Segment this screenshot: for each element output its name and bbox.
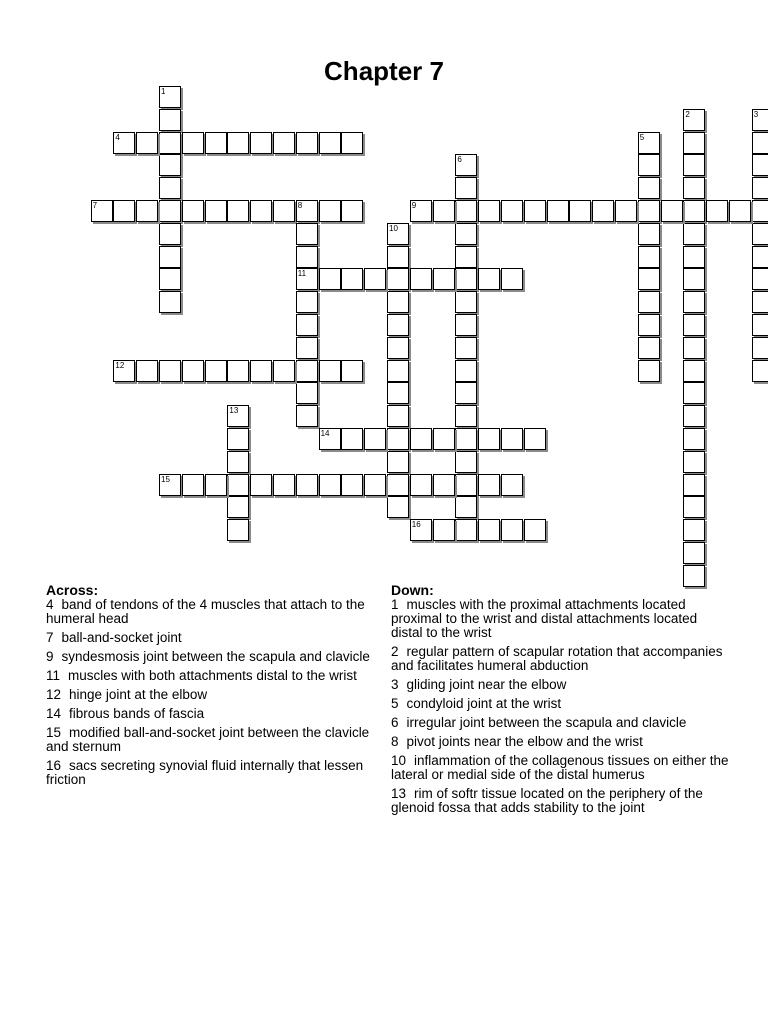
grid-cell[interactable] <box>319 428 341 450</box>
grid-cell[interactable] <box>433 268 455 290</box>
across-heading: Across: <box>46 582 99 598</box>
grid-cell[interactable] <box>501 268 523 290</box>
clue-text: band of tendons of the 4 muscles that attach to the humeral head <box>46 597 365 626</box>
grid-cell[interactable] <box>455 246 477 268</box>
grid-cell[interactable] <box>683 268 705 290</box>
grid-cell[interactable] <box>478 268 500 290</box>
cell-number: 16 <box>411 520 421 530</box>
grid-cell[interactable] <box>478 428 500 450</box>
grid-cell[interactable] <box>341 132 363 154</box>
grid-cell[interactable] <box>387 451 409 473</box>
grid-cell[interactable] <box>387 314 409 336</box>
grid-cell[interactable] <box>455 291 477 313</box>
grid-cell[interactable] <box>341 200 363 222</box>
down-clue-list <box>391 598 731 815</box>
grid-cell[interactable] <box>410 268 432 290</box>
grid-cell[interactable] <box>182 132 204 154</box>
grid-cell[interactable] <box>410 200 432 222</box>
clue-number: 6 <box>391 715 399 730</box>
grid-cell[interactable] <box>159 474 181 496</box>
grid-cell[interactable] <box>683 337 705 359</box>
grid-cell[interactable] <box>273 200 295 222</box>
grid-cell[interactable] <box>227 474 249 496</box>
grid-cell[interactable] <box>683 246 705 268</box>
cell-number: 5 <box>639 132 645 142</box>
grid-cell[interactable] <box>638 337 660 359</box>
grid-cell[interactable] <box>250 200 272 222</box>
clue-number: 3 <box>391 677 399 692</box>
grid-cell[interactable] <box>752 132 768 154</box>
clue-number: 4 <box>46 597 54 612</box>
grid-cell[interactable] <box>227 132 249 154</box>
grid-cell[interactable] <box>159 246 181 268</box>
grid-cell[interactable] <box>455 496 477 518</box>
grid-cell[interactable] <box>478 519 500 541</box>
across-clue-14 <box>46 707 381 721</box>
grid-cell[interactable] <box>752 109 768 131</box>
grid-cell[interactable] <box>683 314 705 336</box>
grid-cell[interactable] <box>296 314 318 336</box>
grid-cell[interactable] <box>387 428 409 450</box>
grid-cell[interactable] <box>227 519 249 541</box>
across-clue-11 <box>46 669 381 683</box>
grid-cell[interactable] <box>250 132 272 154</box>
cell-number: 8 <box>297 201 303 210</box>
grid-cell[interactable] <box>205 360 227 382</box>
across-clue-4 <box>46 598 381 626</box>
clue-number: 1 <box>391 597 399 612</box>
grid-cell[interactable] <box>752 246 768 268</box>
across-clue-9 <box>46 650 381 664</box>
grid-cell[interactable] <box>341 428 363 450</box>
grid-cell[interactable] <box>752 314 768 336</box>
grid-cell[interactable] <box>524 519 546 541</box>
grid-cell[interactable] <box>455 451 477 473</box>
grid-cell[interactable] <box>569 200 591 222</box>
grid-cell[interactable] <box>387 382 409 404</box>
grid-cell[interactable] <box>296 200 318 222</box>
grid-cell[interactable] <box>455 268 477 290</box>
grid-cell[interactable] <box>524 428 546 450</box>
grid-cell[interactable] <box>296 405 318 427</box>
across-clues <box>46 583 381 792</box>
grid-cell[interactable] <box>319 474 341 496</box>
grid-cell[interactable] <box>205 132 227 154</box>
clue-number: 10 <box>391 753 407 768</box>
grid-cell[interactable] <box>752 223 768 245</box>
grid-cell[interactable] <box>683 496 705 518</box>
grid-cell[interactable] <box>455 405 477 427</box>
grid-cell[interactable] <box>752 268 768 290</box>
clue-text: rim of softr tissue located on the periphery of the glenoid fossa that adds stability to the joint <box>391 786 703 815</box>
grid-cell[interactable] <box>638 154 660 176</box>
grid-cell[interactable] <box>296 360 318 382</box>
grid-cell[interactable] <box>501 474 523 496</box>
grid-cell[interactable] <box>159 268 181 290</box>
across-clue-12 <box>46 688 381 702</box>
grid-cell[interactable] <box>227 496 249 518</box>
grid-cell[interactable] <box>250 360 272 382</box>
cell-number: 1 <box>161 87 166 96</box>
grid-cell[interactable] <box>227 360 249 382</box>
clue-text: condyloid joint at the wrist <box>406 696 562 711</box>
clue-text: gliding joint near the elbow <box>406 677 567 692</box>
grid-cell[interactable] <box>683 132 705 154</box>
grid-cell[interactable] <box>683 360 705 382</box>
cell-number: 12 <box>115 360 125 370</box>
grid-cell[interactable] <box>410 474 432 496</box>
grid-cell[interactable] <box>683 451 705 473</box>
down-clue-6 <box>391 716 731 730</box>
grid-cell[interactable] <box>455 382 477 404</box>
grid-cell[interactable] <box>455 474 477 496</box>
grid-cell[interactable] <box>638 268 660 290</box>
down-clues <box>391 583 731 820</box>
down-clue-5 <box>391 697 731 711</box>
grid-cell[interactable] <box>250 474 272 496</box>
across-clue-7 <box>46 631 381 645</box>
cell-number: 9 <box>411 201 417 210</box>
cell-number: 10 <box>389 223 398 233</box>
across-clue-list <box>46 598 381 787</box>
grid-cell[interactable] <box>638 360 660 382</box>
clue-text: regular pattern of scapular rotation that accompanies and facilitates humeral abduction <box>391 644 723 673</box>
grid-cell[interactable] <box>638 246 660 268</box>
grid-cell[interactable] <box>638 177 660 199</box>
grid-cell[interactable] <box>455 223 477 245</box>
grid-cell[interactable] <box>387 223 409 245</box>
grid-cell[interactable] <box>410 428 432 450</box>
grid-cell[interactable] <box>273 360 295 382</box>
cell-number: 11 <box>297 269 307 279</box>
grid-cell[interactable] <box>364 268 386 290</box>
clue-number: 8 <box>391 734 399 749</box>
grid-cell[interactable] <box>159 109 181 131</box>
grid-cell[interactable] <box>159 291 181 313</box>
grid-cell[interactable] <box>706 200 728 222</box>
grid-cell[interactable] <box>524 200 546 222</box>
grid-cell[interactable] <box>638 291 660 313</box>
down-clue-10 <box>391 754 731 782</box>
grid-cell[interactable] <box>136 132 158 154</box>
grid-cell[interactable] <box>387 405 409 427</box>
grid-cell[interactable] <box>387 337 409 359</box>
grid-cell[interactable] <box>364 428 386 450</box>
grid-cell[interactable] <box>273 474 295 496</box>
grid-cell[interactable] <box>501 519 523 541</box>
grid-cell[interactable] <box>683 154 705 176</box>
grid-cell[interactable] <box>683 223 705 245</box>
cell-number: 3 <box>753 109 759 119</box>
grid-cell[interactable] <box>752 337 768 359</box>
grid-cell[interactable] <box>433 474 455 496</box>
grid-cell[interactable] <box>501 200 523 222</box>
grid-cell[interactable] <box>319 200 341 222</box>
clue-text: hinge joint at the elbow <box>69 687 208 702</box>
clue-text: irregular joint between the scapula and clavicle <box>406 715 687 730</box>
grid-cell[interactable] <box>136 200 158 222</box>
grid-cell[interactable] <box>387 268 409 290</box>
cell-number: 14 <box>320 429 330 438</box>
grid-cell[interactable] <box>455 428 477 450</box>
grid-cell[interactable] <box>205 474 227 496</box>
grid-cell[interactable] <box>159 132 181 154</box>
grid-cell[interactable] <box>159 200 181 222</box>
grid-cell[interactable] <box>319 132 341 154</box>
grid-cell[interactable] <box>433 200 455 222</box>
grid-cell[interactable] <box>319 360 341 382</box>
grid-cell[interactable] <box>182 474 204 496</box>
grid-cell[interactable] <box>296 382 318 404</box>
grid-cell[interactable] <box>227 451 249 473</box>
grid-cell[interactable] <box>547 200 569 222</box>
grid-cell[interactable] <box>387 291 409 313</box>
grid-cell[interactable] <box>433 519 455 541</box>
grid-cell[interactable] <box>661 200 683 222</box>
clue-number: 9 <box>46 649 54 664</box>
grid-cell[interactable] <box>364 474 386 496</box>
grid-cell[interactable] <box>683 177 705 199</box>
cell-number: 6 <box>457 155 462 165</box>
grid-cell[interactable] <box>455 337 477 359</box>
grid-cell[interactable] <box>296 132 318 154</box>
grid-cell[interactable] <box>683 405 705 427</box>
grid-cell[interactable] <box>683 109 705 131</box>
grid-cell[interactable] <box>387 246 409 268</box>
grid-cell[interactable] <box>729 200 751 222</box>
clue-number: 14 <box>46 706 62 721</box>
grid-cell[interactable] <box>638 132 660 154</box>
grid-cell[interactable] <box>455 360 477 382</box>
grid-cell[interactable] <box>387 360 409 382</box>
grid-cell[interactable] <box>752 360 768 382</box>
grid-cell[interactable] <box>159 360 181 382</box>
grid-cell[interactable] <box>387 474 409 496</box>
grid-cell[interactable] <box>113 132 135 154</box>
grid-cell[interactable] <box>683 542 705 564</box>
grid-cell[interactable] <box>638 223 660 245</box>
grid-cell[interactable] <box>296 268 318 290</box>
down-clue-3 <box>391 678 731 692</box>
clue-text: fibrous bands of fascia <box>69 706 205 721</box>
grid-cell[interactable] <box>273 132 295 154</box>
grid-cell[interactable] <box>683 428 705 450</box>
grid-cell[interactable] <box>296 291 318 313</box>
grid-cell[interactable] <box>387 496 409 518</box>
down-clue-8 <box>391 735 731 749</box>
grid-cell[interactable] <box>91 200 113 222</box>
cell-number: 4 <box>115 132 120 142</box>
grid-cell[interactable] <box>113 360 135 382</box>
clue-number: 11 <box>46 668 61 683</box>
grid-cell[interactable] <box>227 428 249 450</box>
grid-cell[interactable] <box>296 246 318 268</box>
cell-number: 7 <box>92 201 98 210</box>
clue-number: 15 <box>46 725 62 740</box>
grid-cell[interactable] <box>478 200 500 222</box>
grid-cell[interactable] <box>136 360 158 382</box>
across-clue-16 <box>46 759 381 787</box>
cell-number: 13 <box>229 406 239 416</box>
grid-cell[interactable] <box>319 268 341 290</box>
grid-cell[interactable] <box>455 200 477 222</box>
grid-cell[interactable] <box>433 428 455 450</box>
grid-cell[interactable] <box>455 177 477 199</box>
grid-cell[interactable] <box>159 223 181 245</box>
clue-text: pivot joints near the elbow and the wrist <box>406 734 643 749</box>
grid-cell[interactable] <box>296 337 318 359</box>
down-heading: Down: <box>391 582 434 598</box>
clue-number: 2 <box>391 644 399 659</box>
grid-cell[interactable] <box>296 474 318 496</box>
grid-cell[interactable] <box>501 428 523 450</box>
grid-cell[interactable] <box>638 314 660 336</box>
down-clue-2 <box>391 645 731 673</box>
clue-number: 5 <box>391 696 399 711</box>
grid-cell[interactable] <box>683 474 705 496</box>
grid-cell[interactable] <box>410 519 432 541</box>
grid-cell[interactable] <box>159 154 181 176</box>
grid-cell[interactable] <box>296 223 318 245</box>
down-clue-13 <box>391 787 731 815</box>
grid-cell[interactable] <box>455 154 477 176</box>
cell-number: 2 <box>685 109 690 119</box>
grid-cell[interactable] <box>455 314 477 336</box>
grid-cell[interactable] <box>683 291 705 313</box>
grid-cell[interactable] <box>341 268 363 290</box>
cell-number: 15 <box>161 474 170 484</box>
grid-cell[interactable] <box>182 360 204 382</box>
grid-cell[interactable] <box>683 382 705 404</box>
clue-number: 13 <box>391 786 407 801</box>
grid-cell[interactable] <box>478 474 500 496</box>
grid-cell[interactable] <box>227 405 249 427</box>
grid-cell[interactable] <box>113 200 135 222</box>
grid-cell[interactable] <box>615 200 637 222</box>
grid-cell[interactable] <box>752 200 768 222</box>
clue-number: 7 <box>46 630 54 645</box>
grid-cell[interactable] <box>227 200 249 222</box>
clue-text: ball-and-socket joint <box>61 630 182 645</box>
across-clue-15 <box>46 726 381 754</box>
grid-cell[interactable] <box>182 200 204 222</box>
clue-number: 12 <box>46 687 62 702</box>
grid-cell[interactable] <box>205 200 227 222</box>
grid-cell[interactable] <box>683 519 705 541</box>
clue-text: muscles with both attachments distal to the wrist <box>68 668 357 683</box>
clue-text: syndesmosis joint between the scapula and clavicle <box>61 649 370 664</box>
grid-cell[interactable] <box>341 360 363 382</box>
grid-cell[interactable] <box>455 519 477 541</box>
grid-cell[interactable] <box>638 200 660 222</box>
grid-cell[interactable] <box>752 154 768 176</box>
clue-text: inflammation of the collagenous tissues on either the lateral or medial side of the distal humerus <box>391 753 729 782</box>
grid-cell[interactable] <box>159 177 181 199</box>
clue-text: modified ball-and-socket joint between the clavicle and sternum <box>46 725 370 754</box>
clue-text: muscles with the proximal attachments located proximal to the wrist and distal attachments located distal to the wrist <box>391 597 698 640</box>
grid-cell[interactable] <box>683 200 705 222</box>
grid-cell[interactable] <box>159 86 181 108</box>
clue-number: 16 <box>46 758 62 773</box>
page-title: Chapter 7 <box>324 56 444 86</box>
grid-cell[interactable] <box>341 474 363 496</box>
down-clue-1 <box>391 598 731 640</box>
grid-cell[interactable] <box>592 200 614 222</box>
grid-cell[interactable] <box>752 291 768 313</box>
clue-text: sacs secreting synovial fluid internally that lessen friction <box>46 758 364 787</box>
grid-cell[interactable] <box>752 177 768 199</box>
